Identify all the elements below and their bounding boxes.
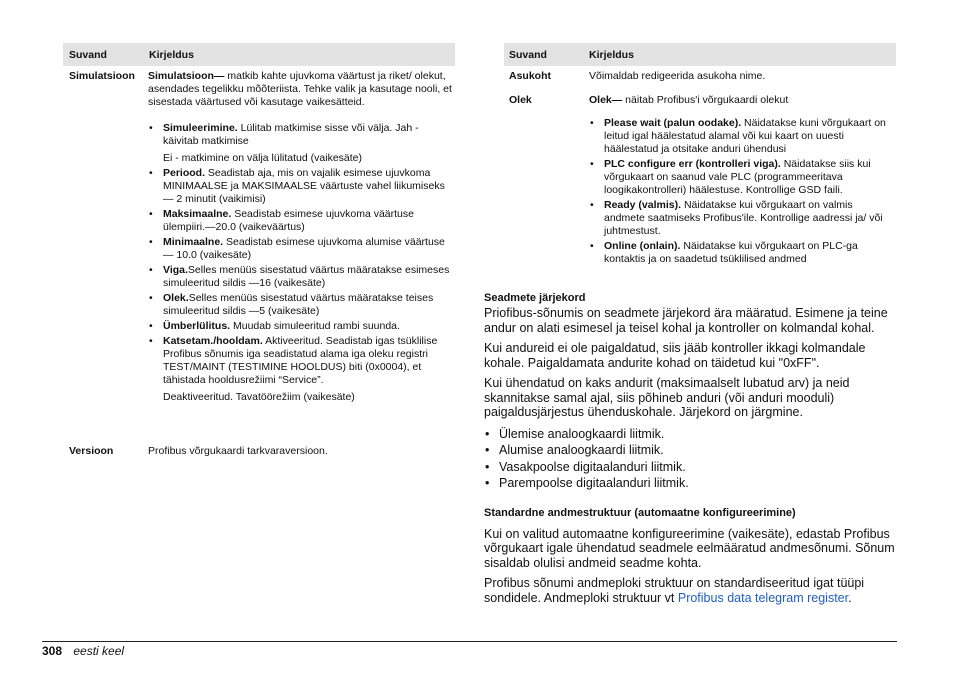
right-table-header bbox=[504, 43, 896, 66]
left-header-description: Kirjeldus bbox=[149, 49, 194, 61]
list-item: • Ready (valmis). Näidatakse kui võrgukaart on valmis andmete saatmiseks Profibus'ile. Kontrollige aadressi ja/ või juhtmestust. bbox=[589, 199, 889, 238]
list-item: • Ülemise analoogkaardi liitmik. bbox=[484, 427, 898, 442]
option-asukoht: Asukoht bbox=[509, 70, 551, 82]
maintenance-off-note: Deaktiveeritud. Tavatöörežiim (vaikesäte) bbox=[163, 391, 355, 403]
heading-seadmete-jarjekord: Seadmete järjekord bbox=[484, 292, 586, 304]
connector-order-list bbox=[484, 427, 898, 491]
footer bbox=[42, 644, 124, 658]
versioon-description: Profibus võrgukaardi tarkvaraversioon. bbox=[148, 445, 328, 457]
list-item: • PLC configure err (kontrolleri viga). Näidatakse siis kui võrgukaart on saanud vale PLC (programmeeritava loogikakontrolleri) häälestuse. Kontrollige GSD faili. bbox=[589, 158, 889, 197]
asukoht-description: Võimaldab redigeerida asukoha nime. bbox=[589, 70, 766, 82]
olek-description bbox=[589, 94, 889, 268]
option-olek: Olek bbox=[509, 94, 532, 106]
simulatsioon-intro: Simulatsioon— matkib kahte ujuvkoma väärtust ja riket/ olekut, asendades tegelikku mõõteriista. Tehke valik ja kasutage nooli, et sisestada väärtused või kasutage vaikesätteid. bbox=[148, 70, 452, 108]
heading-standardne-andmestruktuur: Standardne andmestruktuur (automaatne konfigureerimine) bbox=[484, 506, 796, 519]
left-table-header bbox=[63, 43, 455, 66]
right-header-description: Kirjeldus bbox=[589, 49, 634, 61]
left-header-option: Suvand bbox=[69, 49, 107, 61]
page-number: 308 bbox=[42, 644, 63, 658]
option-versioon: Versioon bbox=[69, 445, 114, 457]
paragraph: Profibus sõnumi andmeploki struktuur on standardiseeritud igat tüüpi sondidele. Andmeploki struktuur vt Profibus data telegram register. bbox=[484, 576, 865, 605]
paragraph: Kui ühendatud on kaks andurit (maksimaalselt lubatud arv) ja neid skannitakse samal ajal, siis põhineb anduri (või anduri mooduli) paigaldusjärjestus ühenduskohale. Järjekord on järgmine. bbox=[484, 376, 850, 419]
simulatsioon-description bbox=[148, 70, 454, 404]
olek-list bbox=[589, 117, 889, 266]
olek-intro: Olek— näitab Profibus'i võrgukaardi olekut bbox=[589, 94, 789, 106]
list-item: • Viga.Selles menüüs sisestatud väärtus määratakse esimeses simuleeritud sildis —16 (vaikesäte) bbox=[148, 264, 454, 290]
list-item: • Simuleerimine. Lülitab matkimise sisse või välja. Jah - käivitab matkimise bbox=[148, 122, 454, 148]
list-item: • Olek.Selles menüüs sisestatud väärtus määratakse teises simuleeritud sildis —5 (vaikesäte) bbox=[148, 292, 454, 318]
list-item: • Please wait (palun oodake). Näidatakse kuni võrgukaart on leitud igal häälestatud alamal või kui kaart on uuesti häälestatud ja otsitake anduri ühendusi bbox=[589, 117, 889, 156]
list-item: • Parempoolse digitaalanduri liitmik. bbox=[484, 476, 898, 491]
list-item: • Vasakpoolse digitaalanduri liitmik. bbox=[484, 460, 898, 475]
list-item: • Maksimaalne. Seadistab esimese ujuvkoma väärtuse ülempiiri.—20.0 (vaikeväärtus) bbox=[148, 208, 454, 234]
list-item: • Minimaalne. Seadistab esimese ujuvkoma alumise väärtuse — 10.0 (vaikesäte) bbox=[148, 236, 454, 262]
list-item: • Alumise analoogkaardi liitmik. bbox=[484, 443, 898, 458]
footer-rule bbox=[42, 641, 897, 642]
list-item: • Katsetam./hooldam. Aktiveeritud. Seadistab igas tsüklilise Profibus sõnumis iga seadistatud alama iga oleku registri TEST/MAINT (TESTIMINE HOOLDUS) biti (0x0004), et tähistada hooldusrežiimi “Service”. bbox=[148, 335, 454, 387]
simulatsioon-off-note: Ei - matkimine on välja lülitatud (vaikesäte) bbox=[163, 152, 362, 164]
list-item: • Online (onlain). Näidatakse kui võrgukaart on PLC-ga kontaktis ja on saadetud tsüklilised andmed bbox=[589, 240, 889, 266]
body-text bbox=[484, 292, 898, 605]
simulatsioon-list bbox=[148, 122, 454, 148]
profibus-telegram-link[interactable]: Profibus data telegram register bbox=[677, 590, 849, 605]
footer-language: eesti keel bbox=[73, 644, 125, 658]
paragraph: Kui andureid ei ole paigaldatud, siis jääb kontroller ikkagi kolmandale kohale. Paigaldamata andurite kohad on täidetud kui "0xFF". bbox=[484, 341, 866, 370]
paragraph: Kui on valitud automaatne konfigureerimine (vaikesäte), edastab Profibus võrgukaart igale ühendatud seadmele eelmääratud andmesõnumi. Sõnum sisaldab olulisi andmeid seadme kohta. bbox=[484, 526, 895, 570]
paragraph: Priofibus-sõnumis on seadmete järjekord ära määratud. Esimene ja teine andur on alati esimesel ja teisel kohal ja kontroller on kolmandal kohal. bbox=[484, 306, 888, 335]
list-item: • Periood. Seadistab aja, mis on vajalik esimese ujuvkoma MINIMAALSE ja MAKSIMAALSE väärtuste vahel liikumiseks — 2 minutit (vaikimisi) bbox=[148, 167, 454, 206]
simulatsioon-list bbox=[148, 167, 454, 387]
right-header-option: Suvand bbox=[509, 49, 547, 61]
option-simulatsioon: Simulatsioon bbox=[69, 70, 135, 82]
list-item: • Ümberlülitus. Muudab simuleeritud rambi suunda. bbox=[148, 320, 454, 333]
